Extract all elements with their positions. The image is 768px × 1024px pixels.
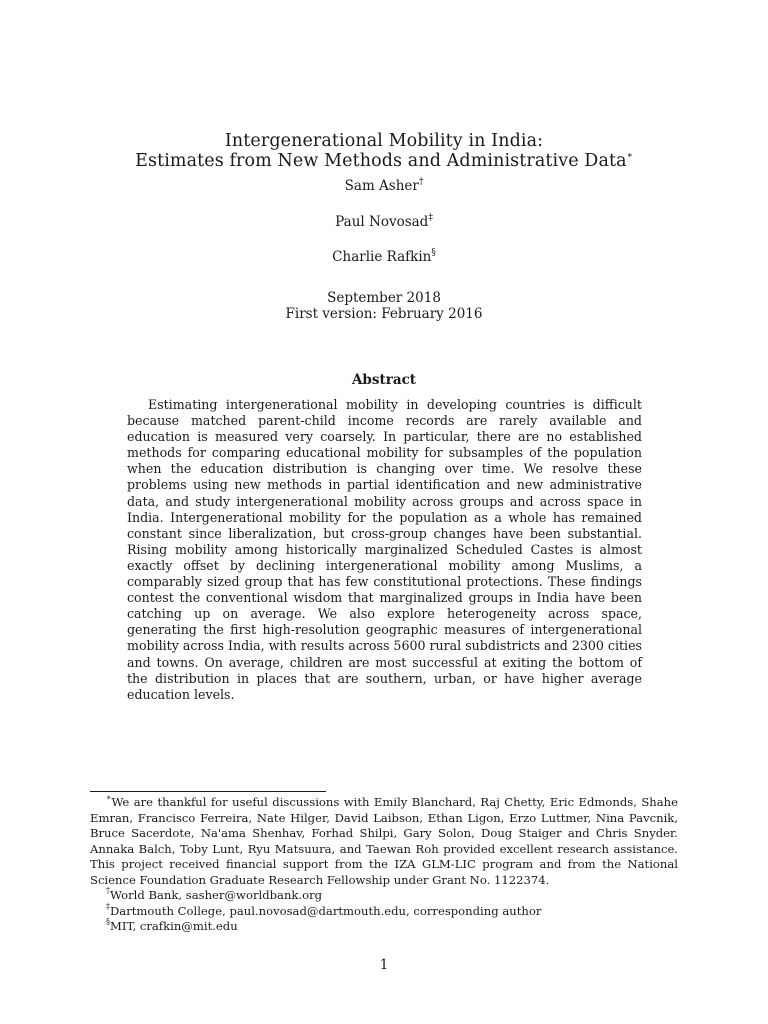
author-2-mark: ‡ xyxy=(428,212,433,223)
title-footnote-mark: ∗ xyxy=(626,151,633,162)
page-number: 1 xyxy=(379,957,389,973)
footnote-mark: § xyxy=(106,917,110,927)
author-3-mark: § xyxy=(431,247,436,258)
footnotes xyxy=(90,795,678,935)
footnote-text: We are thankful for useful discussions with Emily Blanchard, Raj Chetty, Eric Edmonds, Shahe Emran, Francisco Ferreira, Nate Hilger, David Laibson, Ethan Ligon, Erzo Luttmer, Nina Pavcnik, Bruce Sacerdote, Na'ama Shenhav, Forhad Shilpi, Gary Solon, Doug Staiger and Chris Snyder. Annaka Balch, Toby Lunt, Ryu Matsuura, and Taewan Roh provided excellent research assistance. This project received financial support from the IZA GLM-LIC program and from the National Science Foundation Graduate Research Fellowship under Grant No. 1122374. xyxy=(90,795,678,887)
footnote-text: Dartmouth College, paul.novosad@dartmouth.edu, corresponding author xyxy=(110,903,542,918)
title-line-2 xyxy=(0,151,768,171)
footnote-mark: † xyxy=(106,886,110,896)
footnote-text: MIT, crafkin@mit.edu xyxy=(110,919,238,933)
paper-title xyxy=(0,131,768,171)
author-3-name: Charlie Rafkin xyxy=(332,249,432,265)
footnote-divider xyxy=(90,791,326,792)
title-line-1: Intergenerational Mobility in India: xyxy=(224,131,544,151)
date-current: September 2018 xyxy=(327,290,441,306)
abstract-body: Estimating intergenerational mobility in developing countries is difficult because matched parent-child income records are rarely available and education is measured very coarsely. In particular, there are no established methods for comparing educational mobility for subsamples of the population when the education distribution is changing over time. We resolve these problems using new methods in partial identification and new administrative data, and study intergenerational mobility across groups and across space in India. Intergenerational mobility for the population as a whole has remained constant since liberalization, but cross-group changes have been substantial. Rising mobility among historically marginalized Scheduled Castes is almost exactly offset by declining intergenerational mobility among Muslims, a comparably sized group that has few constitutional protections. These findings contest the conventional wisdom that marginalized groups in India have been catching up on average. We also explore heterogeneity across space, generating the first high-resolution geographic measures of intergenerational mobility across India, with results across 5600 rural subdistricts and 2300 cities and towns. On average, children are most successful at exiting the bottom of the distribution in places that are southern, urban, or have higher average education levels. xyxy=(127,397,642,702)
date-first-version: First version: February 2016 xyxy=(285,306,483,322)
author-1 xyxy=(0,178,768,194)
footnote-mark: ‡ xyxy=(106,901,110,911)
author-2 xyxy=(0,214,768,230)
title-line-2-text: Estimates from New Methods and Administrative Data xyxy=(135,151,627,171)
date-block xyxy=(0,290,768,322)
footnote-acknowledgements xyxy=(90,795,678,888)
footnote-affiliation-3 xyxy=(90,919,678,935)
footnote-text: World Bank, sasher@worldbank.org xyxy=(110,888,323,902)
author-1-name: Sam Asher xyxy=(344,178,419,194)
footnote-affiliation-1 xyxy=(90,888,678,904)
abstract-heading: Abstract xyxy=(351,372,417,388)
footnote-affiliation-2 xyxy=(90,901,678,920)
footnote-mark: ∗ xyxy=(106,793,112,803)
author-3 xyxy=(0,249,768,265)
author-1-mark: † xyxy=(418,176,424,187)
author-2-name: Paul Novosad xyxy=(335,214,429,230)
